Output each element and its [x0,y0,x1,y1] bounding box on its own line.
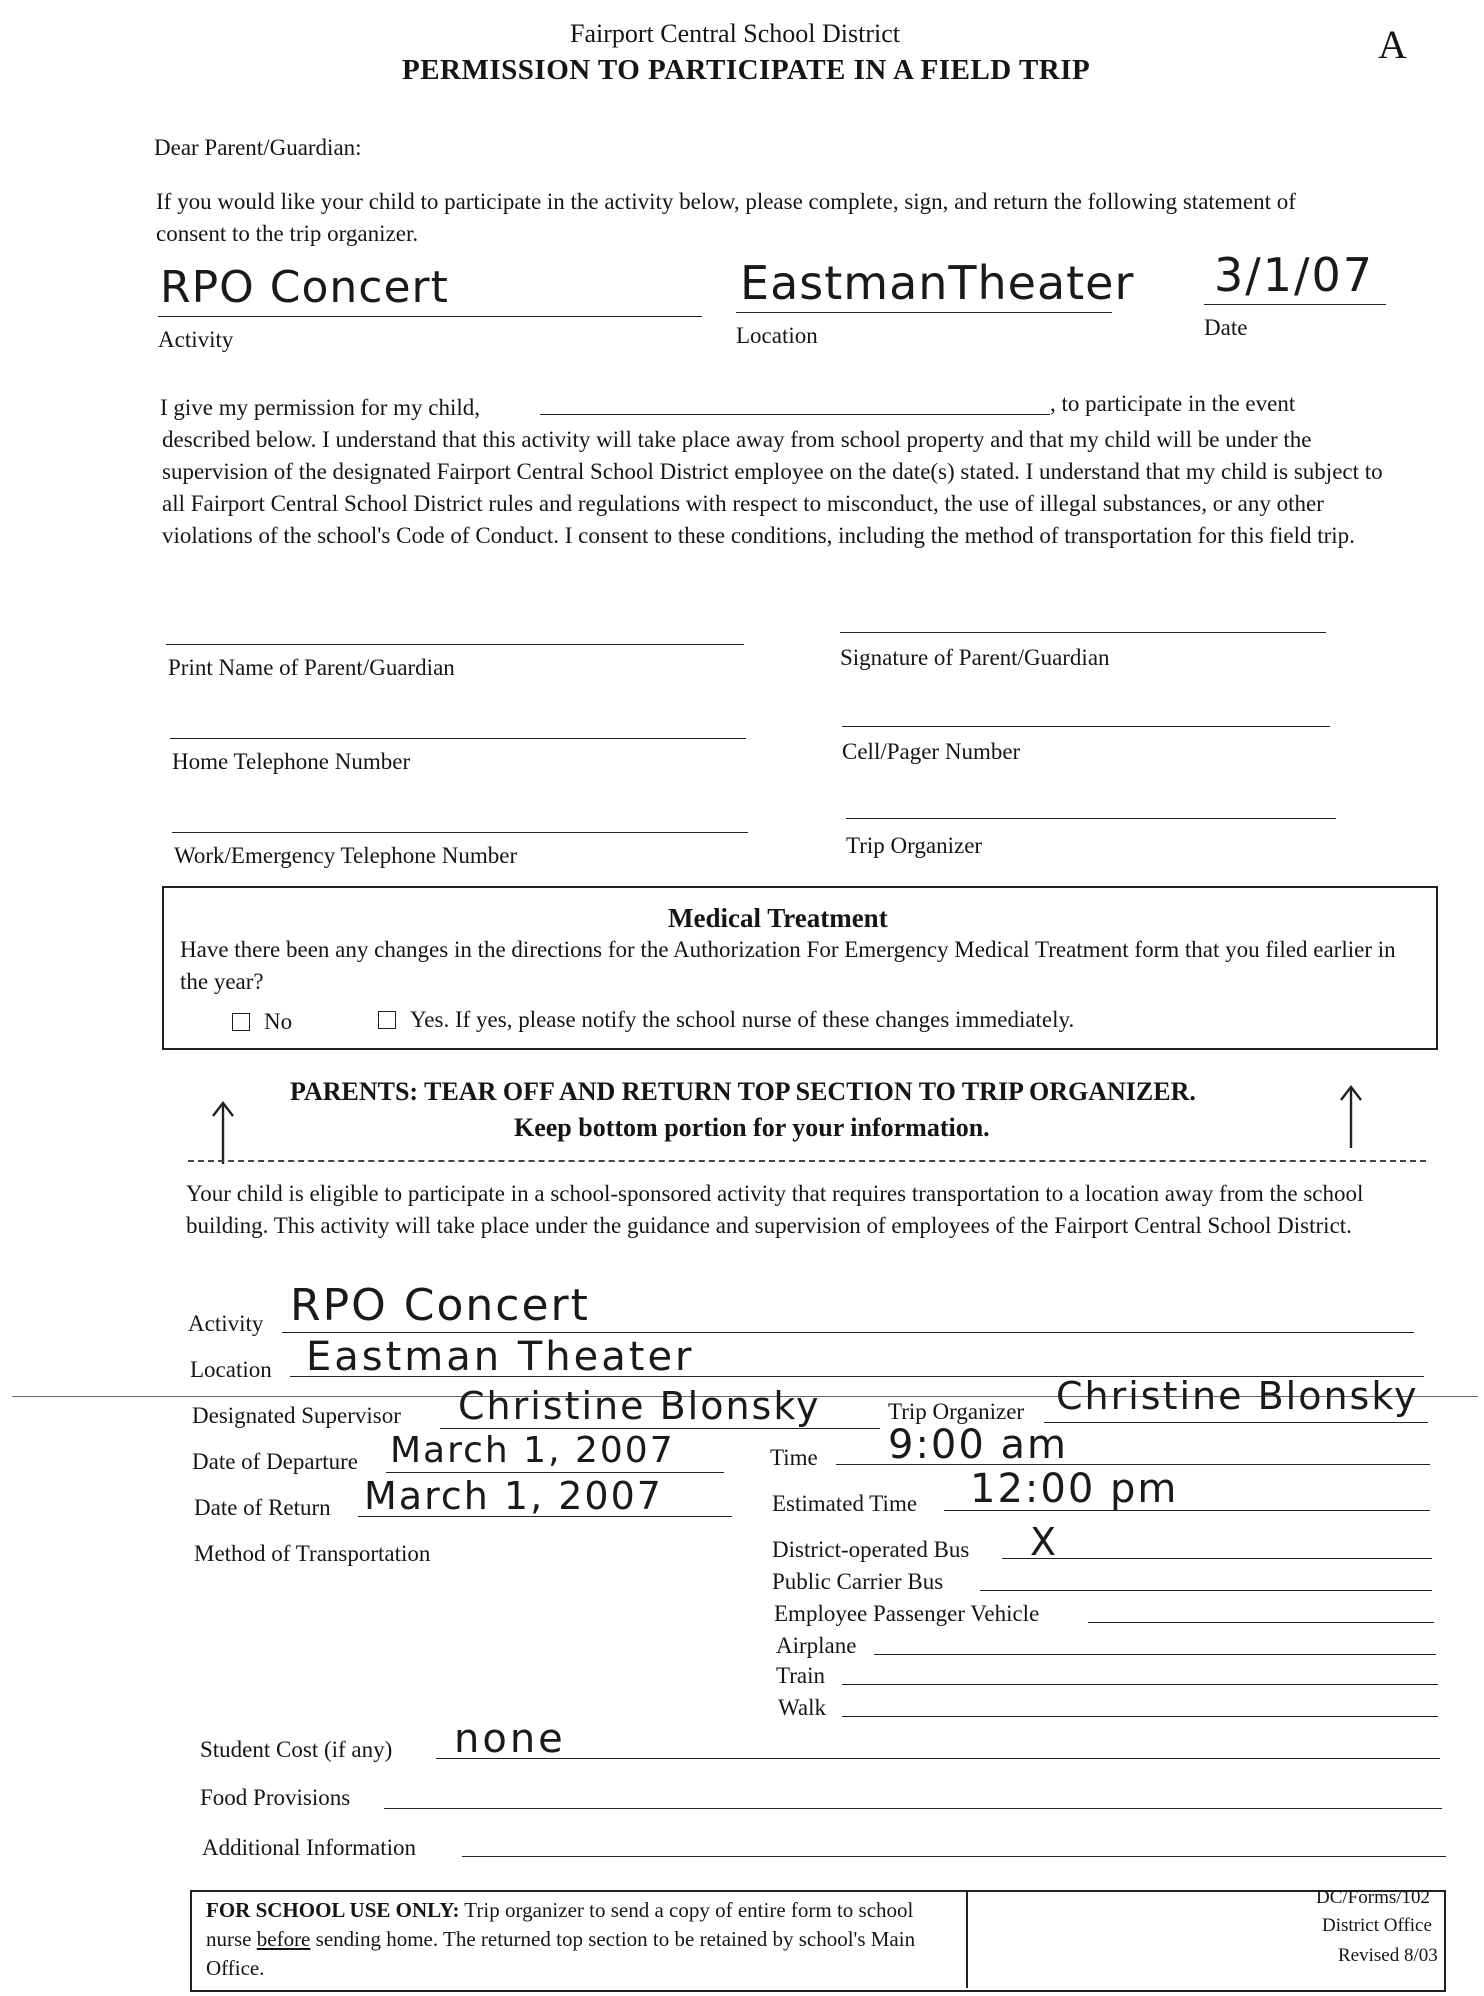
organizer-value[interactable]: Christine Blonsky [1056,1374,1419,1418]
employee-vehicle-label: Employee Passenger Vehicle [774,1601,1040,1626]
bottom-activity-label: Activity [188,1311,264,1336]
district-name: Fairport Central School District [570,19,901,48]
supervisor-line [440,1428,880,1429]
child-name-line[interactable] [540,414,1050,415]
activity-value[interactable]: RPO Concert [160,262,449,313]
organizer-label: Trip Organizer [888,1399,1025,1424]
work-phone-line[interactable] [172,832,748,833]
arrow-up-left-icon [208,1100,238,1166]
food-line[interactable] [384,1808,1442,1809]
food-label: Food Provisions [200,1785,351,1810]
date-line [1204,304,1386,305]
school-use-bold: FOR SCHOOL USE ONLY: [206,1898,460,1922]
medical-yes-option[interactable] [378,1006,1074,1035]
activity-label: Activity [158,327,234,352]
permission-lead: I give my permission for my child, [160,395,481,420]
permission-body: described below. I understand that this activity will take place away from school property and that my child will be under the supervision of the designated Fairport Central School District employee on the date(s) stated. I understand that my child is subject to all Fairport Central School District rules and regulations with respect to misconduct, the use of illegal substances, or any other violations of the school's Code of Conduct. I consent to these conditions, including the method of transportation for this field trip. [162,427,1383,548]
yes-label: Yes. If yes, please notify the school nurse of these changes immediately. [410,1007,1075,1032]
signature-label: Signature of Parent/Guardian [840,645,1110,670]
revised: Revised 8/03 [1338,1945,1438,1966]
work-phone-label: Work/Emergency Telephone Number [174,843,518,868]
school-use-text [206,1896,958,1983]
district-bus-label: District-operated Bus [772,1537,970,1562]
train-label: Train [776,1663,825,1688]
airplane-line[interactable] [874,1654,1436,1655]
return-value[interactable]: March 1, 2007 [364,1474,663,1518]
home-phone-label: Home Telephone Number [172,749,411,774]
no-checkbox[interactable] [232,1013,250,1031]
form-id: DC/Forms/102 [1316,1887,1431,1908]
bottom-activity-value[interactable]: RPO Concert [290,1280,590,1331]
additional-line[interactable] [462,1856,1446,1857]
cost-label: Student Cost (if any) [200,1737,393,1762]
tear-off-line2: Keep bottom portion for your information. [514,1113,990,1142]
departure-line [386,1472,724,1473]
school-use-divider [966,1890,968,1988]
school-use-text-1: Trip organizer to send a copy of entire form to school nurse [206,1898,914,1951]
return-line [358,1516,732,1517]
cell-label: Cell/Pager Number [842,739,1021,764]
medical-title: Medical Treatment [668,903,888,933]
home-phone-line[interactable] [170,738,746,739]
trip-organizer-line[interactable] [846,818,1336,819]
medical-no-option[interactable] [232,1008,292,1037]
employee-vehicle-line[interactable] [1088,1622,1434,1623]
transport-label: Method of Transportation [194,1541,431,1566]
public-bus-label: Public Carrier Bus [772,1569,944,1594]
print-name-label: Print Name of Parent/Guardian [168,655,455,680]
page-title: PERMISSION TO PARTICIPATE IN A FIELD TRIP [402,54,1091,86]
cost-line [436,1758,1440,1759]
supervisor-value[interactable]: Christine Blonsky [458,1384,821,1428]
departure-label: Date of Departure [192,1449,359,1474]
activity-line [158,316,702,317]
bottom-intro: Your child is eligible to participate in a school-sponsored activity that requires transportation to a location away from the school building. This activity will take place under the guidance and supervision of employees of the Fairport Central School District. [186,1181,1364,1238]
airplane-label: Airplane [776,1633,857,1658]
district-bus-line [1002,1558,1432,1559]
public-bus-line[interactable] [980,1590,1432,1591]
date-label: Date [1204,315,1248,340]
cell-line[interactable] [842,726,1330,727]
intro-paragraph: If you would like your child to participate in the activity below, please complete, sign, and return the following statement of consent to the trip organizer. [156,189,1296,246]
location-label: Location [736,323,818,348]
date-value[interactable]: 3/1/07 [1214,248,1375,302]
no-label: No [264,1009,293,1034]
school-use-text-2: sending home. The returned top section to be retained by school's Main Office. [206,1927,916,1980]
walk-line[interactable] [842,1716,1438,1717]
district-bus-mark[interactable]: X [1030,1520,1059,1564]
trip-organizer-label: Trip Organizer [846,833,983,858]
train-line[interactable] [842,1684,1438,1685]
bottom-location-label: Location [190,1357,272,1382]
est-time-line [944,1510,1430,1511]
time-label: Time [770,1445,818,1470]
cost-value[interactable]: none [454,1716,566,1762]
est-time-label: Estimated Time [772,1491,918,1516]
time-line [836,1464,1430,1465]
signature-line[interactable] [840,632,1326,633]
medical-question: Have there been any changes in the directions for the Authorization For Emergency Medical Treatment form that you filed earlier in the year? [180,937,1396,994]
location-value[interactable]: EastmanTheater [740,256,1135,310]
permission-tail: , to participate in the event [1050,391,1296,416]
location-line [736,312,1112,313]
additional-label: Additional Information [202,1835,416,1860]
bottom-location-value[interactable]: Eastman Theater [306,1334,695,1380]
supervisor-label: Designated Supervisor [192,1403,401,1428]
print-name-line[interactable] [166,644,744,645]
bottom-activity-line [282,1332,1414,1333]
return-label: Date of Return [194,1495,331,1520]
office: District Office [1322,1915,1432,1936]
school-use-before: before [256,1927,311,1951]
tear-line [188,1160,1426,1162]
salutation: Dear Parent/Guardian: [154,135,362,160]
tear-off-line1: PARENTS: TEAR OFF AND RETURN TOP SECTION TO TRIP ORGANIZER. [290,1077,1196,1106]
form-letter: A [1378,22,1407,67]
est-time-value[interactable]: 12:00 pm [970,1466,1179,1512]
departure-value[interactable]: March 1, 2007 [390,1430,675,1471]
yes-checkbox[interactable] [378,1011,396,1029]
arrow-up-right-icon [1336,1084,1366,1150]
time-value[interactable]: 9:00 am [888,1422,1069,1468]
organizer-line [1044,1422,1428,1423]
walk-label: Walk [778,1695,826,1720]
